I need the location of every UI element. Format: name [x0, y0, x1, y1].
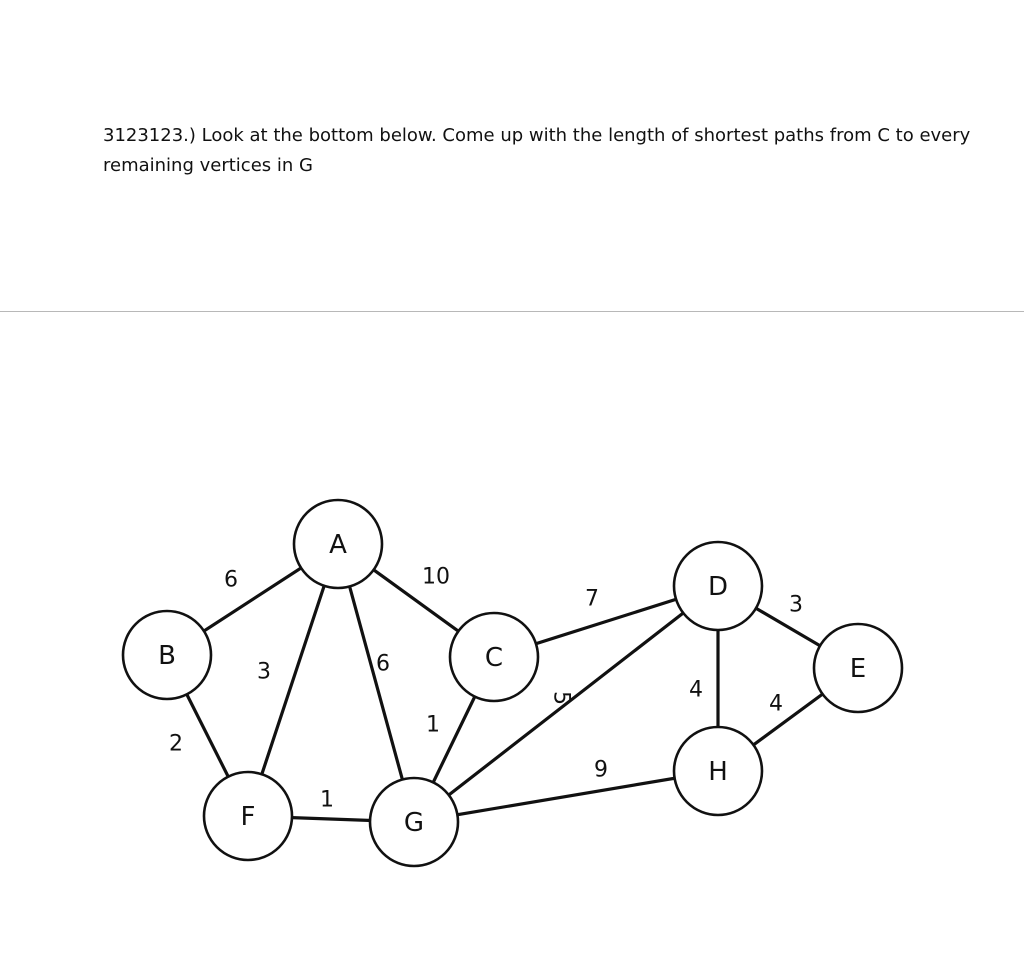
node-f	[204, 772, 292, 860]
node-e	[814, 624, 902, 712]
edge-weight-b-f: 2	[169, 731, 183, 757]
node-label-c: C	[484, 643, 504, 673]
edge-weight-a-b: 6	[224, 567, 238, 593]
edge-weight-a-c: 10	[422, 564, 450, 590]
edge-weight-g-h: 9	[594, 757, 608, 783]
node-c	[450, 613, 538, 701]
node-a	[294, 500, 382, 588]
edge-weight-d-e: 3	[789, 592, 803, 618]
node-label-b: B	[158, 641, 176, 671]
node-b	[123, 611, 211, 699]
edge-weight-f-g: 1	[320, 787, 334, 813]
node-label-f: F	[240, 802, 256, 832]
edge-weight-g-c: 1	[426, 712, 440, 738]
question-line-2: remaining vertices in G	[103, 155, 313, 176]
node-h	[674, 727, 762, 815]
node-d	[674, 542, 762, 630]
edge-weight-c-d: 7	[585, 586, 599, 612]
edge-weight-g-d: 5	[548, 691, 574, 705]
question-line-1: 3123123.) Look at the bottom below. Come up with the length of shortest paths from C to every	[103, 125, 971, 146]
node-label-g: G	[403, 808, 425, 838]
edge-weight-h-e: 4	[769, 691, 783, 717]
edge-weight-a-g: 6	[376, 651, 390, 677]
edge-g-h	[414, 771, 718, 822]
edge-weight-d-h: 4	[689, 677, 703, 703]
node-label-d: D	[707, 572, 729, 602]
nodes-layer	[123, 500, 902, 866]
node-label-h: H	[708, 757, 728, 787]
node-label-a: A	[329, 530, 347, 560]
node-label-e: E	[849, 654, 867, 684]
edge-weight-a-f: 3	[257, 659, 271, 685]
node-g	[370, 778, 458, 866]
